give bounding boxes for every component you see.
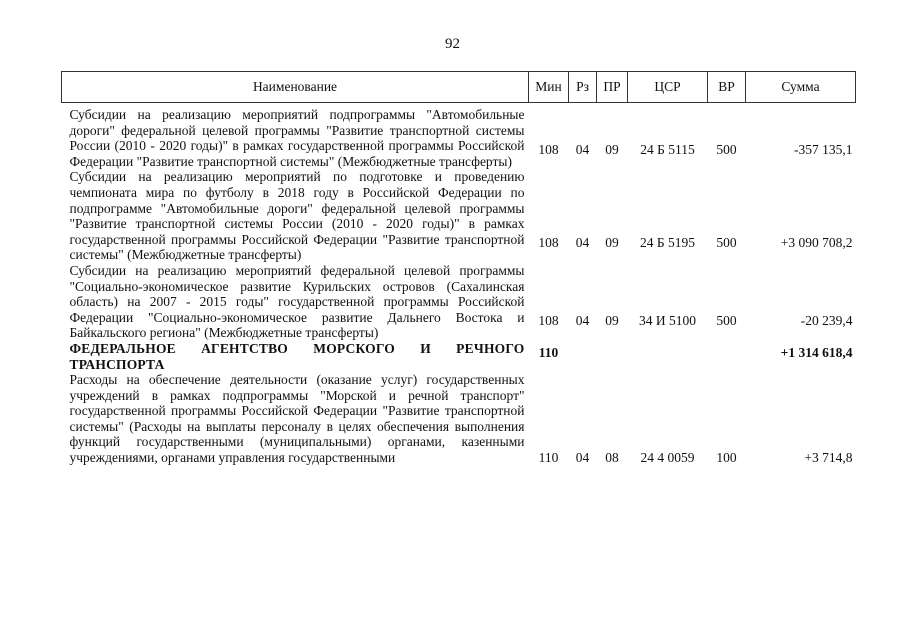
row-sum: +1 314 618,4	[780, 344, 853, 360]
row-csr	[628, 341, 708, 372]
row-pr: 09	[605, 235, 619, 251]
row-name: Субсидии на реализацию мероприятий подпрограммы "Автомобильные дороги" федеральной целевой программы "Развитие транспортной системы России (2010 - 2020 годы)" в рамках государственной программы Российской Федерации "Развитие транспортной системы" (Межбюджетные трансферты)	[69, 107, 525, 169]
row-name: Субсидии на реализацию мероприятий по подготовке и проведению чемпионата мира по футболу в 2018 году в Российской Федерации по подпрограмме "Автомобильные дороги" федеральной целевой программы "Развитие транспортной системы России (2010 - 2020 годы)" в рамках государственной программы Российской Федерации "Развитие транспортной системы" (Межбюджетные трансферты)	[69, 169, 525, 263]
row-name: Субсидии на реализацию мероприятий федеральной целевой программы "Социально-экономическое развитие Курильских островов (Сахалинская область) на 2007 - 2015 годы" государственной программы Российской Федерации "Социально-экономическое развитие Дальнего Востока и Байкальского региона" (Межбюджетные трансферты)	[69, 262, 525, 341]
page-number: 92	[445, 36, 460, 52]
row-vr: 100	[716, 450, 737, 466]
row-rz	[569, 341, 597, 372]
row-csr: 34 И 5100	[639, 313, 696, 329]
row-min: 108	[538, 235, 559, 251]
row-rz: 04	[575, 235, 590, 251]
budget-table	[61, 71, 856, 466]
row-sum: -357 135,1	[794, 141, 853, 157]
row-csr: 24 Б 5115	[640, 141, 695, 157]
header-min: Мин	[529, 72, 569, 103]
row-min: 108	[538, 141, 559, 157]
table-row-agency	[62, 341, 856, 372]
header-pr: ПР	[597, 72, 628, 103]
row-vr	[708, 341, 746, 372]
header-sum: Сумма	[746, 72, 856, 103]
row-csr: 24 4 0059	[640, 450, 695, 466]
table-row	[62, 263, 856, 341]
row-rz: 04	[575, 141, 590, 157]
row-csr: 24 Б 5195	[639, 235, 695, 251]
row-sum: -20 239,4	[800, 313, 853, 329]
row-vr: 500	[716, 313, 737, 329]
row-rz: 04	[575, 450, 590, 466]
row-vr: 500	[716, 235, 737, 251]
header-vr: ВР	[708, 72, 746, 103]
table-row	[62, 372, 856, 466]
row-rz: 04	[575, 313, 590, 329]
table-header	[62, 72, 856, 103]
row-pr: 09	[605, 313, 619, 329]
header-name: Наименование	[62, 72, 529, 103]
row-name: ФЕДЕРАЛЬНОЕ АГЕНТСТВО МОРСКОГО И РЕЧНОГО ТРАНСПОРТА	[69, 340, 525, 372]
table-row	[62, 103, 856, 170]
header-csr: ЦСР	[628, 72, 708, 103]
row-pr	[597, 341, 628, 372]
row-name: Расходы на обеспечение деятельности (оказание услуг) государственных учреждений в рамках подпрограммы "Морской и речной транспорт" государственной программы Российской Федерации "Развитие транспортной системы" (Расходы на выплаты персоналу в целях обеспечения выполнения функций государственными (муниципальными) органами, казенными учреждениями, органами управления государственными	[69, 372, 525, 466]
row-min: 108	[538, 313, 559, 329]
table-row	[62, 169, 856, 263]
row-pr: 09	[605, 141, 619, 157]
row-sum: +3 714,8	[804, 450, 853, 466]
row-vr: 500	[716, 141, 737, 157]
row-sum: +3 090 708,2	[780, 235, 853, 251]
header-rz: Рз	[569, 72, 597, 103]
row-min: 110	[538, 450, 559, 466]
row-pr: 08	[605, 450, 619, 466]
row-min: 110	[538, 344, 559, 360]
